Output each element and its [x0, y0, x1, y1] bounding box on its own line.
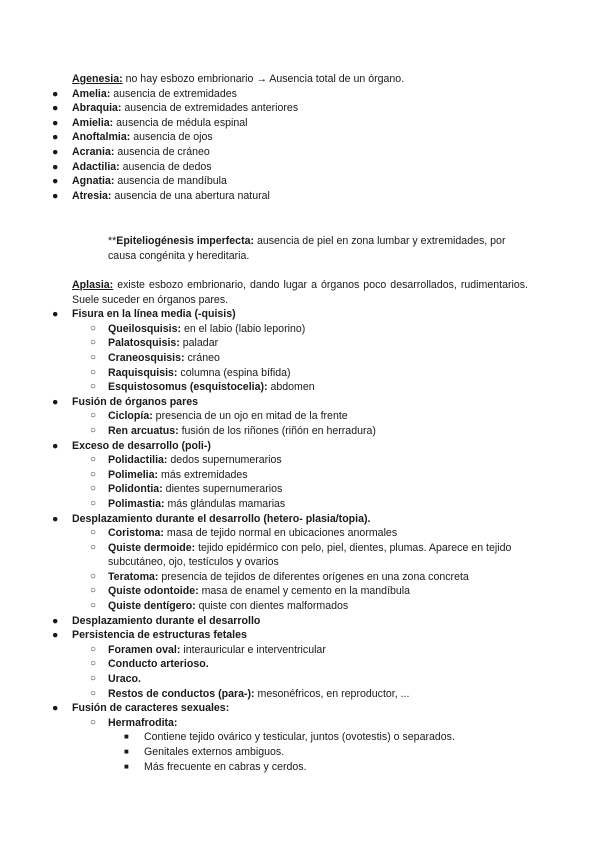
sub-item [36, 497, 528, 512]
item-text: Contiene tejido ovárico y testicular, juntos (ovotestis) o separados. [144, 731, 455, 744]
item-term: Polimelia: [108, 468, 159, 481]
item-term: Craneosquisis: [108, 351, 185, 364]
item-desc: paladar [179, 337, 219, 350]
item-term: Amielia: [72, 116, 114, 129]
item-desc: ausencia de mandíbula [114, 175, 227, 188]
bullet-icon: ● [52, 131, 59, 144]
sub-item [36, 322, 528, 337]
circle-bullet-icon: ○ [90, 643, 97, 655]
item-desc: más glándulas mamarias [164, 497, 286, 510]
note-term: Epiteliogénesis imperfecta: [116, 235, 255, 247]
sub-item [36, 643, 528, 658]
sub-item [36, 526, 528, 541]
circle-bullet-icon: ○ [90, 570, 97, 582]
circle-bullet-icon: ○ [90, 366, 97, 378]
item-desc: ausencia de dedos [119, 160, 212, 173]
item-desc: ausencia de una abertura natural [111, 189, 270, 202]
group-item [36, 512, 528, 527]
sub-sub-item [36, 760, 528, 775]
sub-item [36, 657, 528, 672]
item-text: Más frecuente en cabras y cerdos. [144, 760, 307, 773]
item-term: Acrania: [72, 145, 115, 158]
group-title: Fisura en la línea media (-quisis) [72, 308, 236, 321]
circle-bullet-icon: ○ [90, 541, 97, 553]
item-term: Anoftalmia: [72, 131, 131, 144]
group-item [36, 439, 528, 454]
group-title: Persistencia de estructuras fetales [72, 629, 247, 642]
list-item [36, 130, 528, 145]
sub-item [36, 482, 528, 497]
bullet-icon: ● [52, 160, 59, 173]
item-desc: ausencia de extremidades [110, 87, 237, 100]
item-term: Polidontia: [108, 483, 163, 496]
list-item [36, 189, 528, 204]
circle-bullet-icon: ○ [90, 351, 97, 363]
item-desc: ausencia de ojos [130, 131, 213, 144]
item-text: Genitales externos ambiguos. [144, 746, 285, 758]
circle-bullet-icon: ○ [90, 483, 97, 495]
item-term: Amelia: [72, 87, 111, 100]
agenesia-section [52, 72, 528, 203]
sub-item [36, 409, 528, 424]
item-term: Coristoma: [108, 527, 164, 540]
item-desc: presencia de tejidos de diferentes orígenes en una zona concreta [158, 570, 469, 583]
item-term: Polimastia: [108, 497, 165, 510]
item-desc: masa de enamel y cemento en la mandíbula [198, 585, 411, 598]
group-title: Desplazamiento durante el desarrollo [72, 614, 261, 627]
sub-item [36, 380, 528, 395]
group-title: Fusión de caracteres sexuales: [72, 702, 230, 715]
sub-item [36, 366, 528, 381]
sub-item [36, 672, 528, 687]
circle-bullet-icon: ○ [90, 673, 97, 685]
circle-bullet-icon: ○ [90, 527, 97, 539]
item-desc: quiste con dientes malformados [195, 600, 349, 613]
note-text: ausencia de piel en zona lumbar y extremidades, por causa congénita y hereditaria. [108, 235, 506, 262]
sub-item [36, 599, 528, 614]
bullet-icon: ● [52, 145, 59, 158]
circle-bullet-icon: ○ [90, 600, 97, 612]
group-title: Fusión de órganos pares [72, 395, 198, 408]
group-item [36, 614, 528, 629]
item-term: Polidactilia: [108, 454, 168, 467]
list-item [36, 160, 528, 175]
circle-bullet-icon: ○ [90, 497, 97, 509]
item-term: Ciclopía: [108, 410, 153, 423]
item-term: Teratoma: [108, 570, 159, 583]
item-desc: más extremidades [158, 468, 248, 481]
item-term: Foramen oval: [108, 643, 181, 656]
sub-item [36, 424, 528, 439]
bullet-icon: ● [52, 629, 59, 642]
agenesia-definition [72, 72, 528, 87]
sub-sub-item [36, 745, 528, 760]
item-desc: cráneo [184, 351, 220, 364]
item-term: Agnatia: [72, 175, 115, 188]
item-term: Restos de conductos (para-): [108, 687, 255, 700]
list-item [36, 145, 528, 160]
agenesia-text: no hay esbozo embrionario → Ausencia total de un órgano. [122, 73, 405, 85]
item-term: Uraco. [108, 673, 141, 686]
square-bullet-icon: ■ [124, 732, 129, 742]
item-desc: columna (espina bífida) [177, 366, 291, 379]
group-item [36, 307, 528, 322]
item-term: Quiste dentígero: [108, 600, 196, 613]
circle-bullet-icon: ○ [90, 658, 97, 670]
item-term: Abraquia: [72, 102, 122, 115]
bullet-icon: ● [52, 308, 59, 321]
epiteliogenesis-note [108, 234, 528, 263]
item-term: Palatosquisis: [108, 337, 180, 350]
item-term: Esquistosomus (esquistocelia): [108, 381, 268, 394]
aplasia-text: existe esbozo embrionario, dando lugar a órganos poco desarrollados, rudimentarios. Suele suceder en órganos pares. [72, 279, 528, 306]
bullet-icon: ● [52, 702, 59, 715]
item-desc: ausencia de cráneo [114, 145, 210, 158]
aplasia-heading: Aplasia: [72, 279, 114, 291]
bullet-icon: ● [52, 395, 59, 408]
bullet-icon: ● [52, 102, 59, 115]
agenesia-list [36, 87, 528, 204]
bullet-icon: ● [52, 189, 59, 202]
circle-bullet-icon: ○ [90, 716, 97, 728]
list-item [36, 87, 528, 102]
item-term: Raquisquisis: [108, 366, 178, 379]
note-prefix: ** [108, 235, 117, 247]
group-item [36, 395, 528, 410]
item-desc: mesonéfricos, en reproductor, ... [254, 687, 410, 700]
item-desc: abdomen [267, 381, 315, 394]
aplasia-section [52, 278, 528, 774]
item-term: Queilosquisis: [108, 322, 181, 335]
item-desc: ausencia de médula espinal [113, 116, 248, 129]
sub-item [36, 336, 528, 351]
circle-bullet-icon: ○ [90, 410, 97, 422]
item-term: Hermafrodita: [108, 716, 178, 729]
group-item [36, 701, 528, 716]
list-item [36, 174, 528, 189]
item-desc: en el labio (labio leporino) [181, 322, 306, 335]
item-term: Atresia: [72, 189, 112, 202]
item-term: Ren arcuatus: [108, 424, 179, 437]
sub-item [36, 468, 528, 483]
item-desc: presencia de un ojo en mitad de la frente [152, 410, 348, 423]
list-item [36, 101, 528, 116]
item-desc: interauricular e interventricular [180, 643, 326, 656]
sub-item [36, 453, 528, 468]
item-term: Conducto arterioso. [108, 658, 209, 671]
sub-item [36, 351, 528, 366]
circle-bullet-icon: ○ [90, 424, 97, 436]
aplasia-list [36, 307, 528, 774]
item-desc: dientes supernumerarios [162, 483, 283, 496]
item-desc: ausencia de extremidades anteriores [121, 102, 299, 115]
circle-bullet-icon: ○ [90, 585, 97, 597]
sub-sub-item [36, 730, 528, 745]
circle-bullet-icon: ○ [90, 337, 97, 349]
square-bullet-icon: ■ [124, 747, 129, 756]
bullet-icon: ● [52, 439, 59, 452]
bullet-icon: ● [52, 87, 59, 100]
bullet-icon: ● [52, 614, 59, 627]
circle-bullet-icon: ○ [90, 381, 97, 393]
aplasia-definition [72, 278, 528, 307]
item-term: Quiste dermoide: [108, 541, 196, 554]
group-title: Desplazamiento durante el desarrollo (hetero- plasia/topia). [72, 512, 371, 525]
item-desc: fusión de los riñones (riñón en herradura) [178, 424, 376, 437]
group-item [36, 628, 528, 643]
group-title: Exceso de desarrollo (poli-) [72, 439, 211, 452]
item-desc: masa de tejido normal en ubicaciones anormales [163, 527, 398, 540]
circle-bullet-icon: ○ [90, 322, 97, 334]
circle-bullet-icon: ○ [90, 454, 97, 466]
bullet-icon: ● [52, 512, 59, 525]
item-term: Adactilia: [72, 160, 120, 173]
bullet-icon: ● [52, 116, 59, 129]
bullet-icon: ● [52, 175, 59, 188]
item-desc: tejido epidérmico con pelo, piel, dientes, plumas. Aparece en tejido subcutáneo, ojo, testículos y ovarios [108, 541, 512, 569]
sub-item [36, 584, 528, 599]
sub-item [36, 687, 528, 702]
item-desc: dedos supernumerarios [167, 454, 282, 467]
circle-bullet-icon: ○ [90, 687, 97, 699]
agenesia-heading: Agenesia: [72, 73, 123, 85]
sub-item [36, 570, 528, 585]
item-term: Quiste odontoide: [108, 585, 199, 598]
sub-item [36, 716, 528, 731]
square-bullet-icon: ■ [124, 761, 129, 771]
circle-bullet-icon: ○ [90, 468, 97, 480]
sub-item [36, 541, 528, 570]
list-item [36, 116, 528, 131]
